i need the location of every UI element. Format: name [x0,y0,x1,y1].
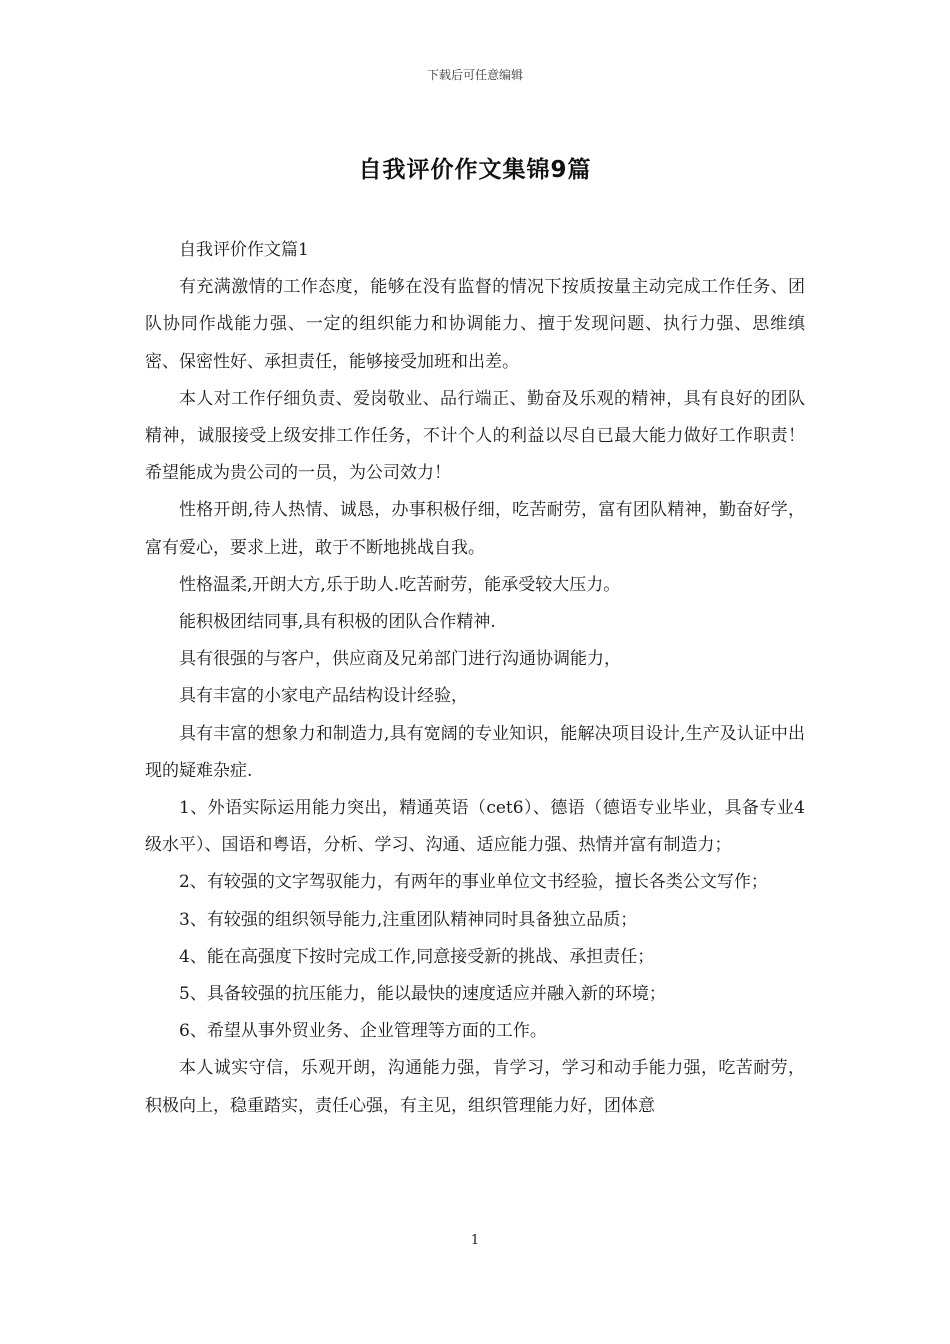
document-body [145,232,805,1125]
list-item: 1、外语实际运用能力突出，精通英语（cet6）、德语（德语专业毕业，具备专业4级水平）、国语和粤语，分析、学习、沟通、适应能力强、热情并富有制造力； [145,798,805,856]
document-title: 自我评价作文集锦9篇 [358,157,592,183]
list-item: 3、有较强的组织领导能力,注重团队精神同时具备独立品质； [179,909,638,930]
paragraph: 性格开朗,待人热情、诚恳，办事积极仔细，吃苦耐劳，富有团队精神，勤奋好学，富有爱心，要求上进，敢于不断地挑战自我。 [145,500,805,558]
list-item: 2、有较强的文字驾驭能力，有两年的事业单位文书经验，擅长各类公文写作； [179,872,768,893]
paragraph: 具有很强的与客户，供应商及兄弟部门进行沟通协调能力， [179,649,621,670]
paragraph: 本人诚实守信，乐观开朗，沟通能力强，肯学习，学习和动手能力强，吃苦耐劳，积极向上，稳重踏实，责任心强，有主见，组织管理能力好，团体意 [145,1058,805,1116]
paragraph: 具有丰富的小家电产品结构设计经验， [179,686,468,707]
paragraph: 有充满激情的工作态度，能够在没有监督的情况下按质按量主动完成工作任务、团队协同作战能力强、一定的组织能力和协调能力、擅于发现问题、执行力强、思维缜密、保密性好、承担责任，能够接受加班和出差。 [145,277,805,372]
paragraph: 能积极团结同事,具有积极的团队合作精神. [179,612,496,633]
page-header-note: 下载后可任意编辑 [426,68,523,82]
paragraph: 本人对工作仔细负责、爱岗敬业、品行端正、勤奋及乐观的精神，具有良好的团队精神，诚服接受上级安排工作任务，不计个人的利益以尽自已最大能力做好工作职责！希望能成为贵公司的一员，为公司效力！ [145,388,805,484]
list-item: 5、具备较强的抗压能力，能以最快的速度适应并融入新的环境； [179,984,666,1005]
list-item: 4、能在高强度下按时完成工作,同意接受新的挑战、承担责任； [179,946,655,967]
section-heading: 自我评价作文篇1 [179,240,309,260]
list-item: 6、希望从事外贸业务、企业管理等方面的工作。 [179,1021,547,1042]
page-number: 1 [470,1233,480,1248]
paragraph: 具有丰富的想象力和制造力,具有宽阔的专业知识，能解决项目设计,生产及认证中出现的疑难杂症. [145,723,805,781]
paragraph: 性格温柔,开朗大方,乐于助人.吃苦耐劳，能承受较大压力。 [179,574,621,595]
